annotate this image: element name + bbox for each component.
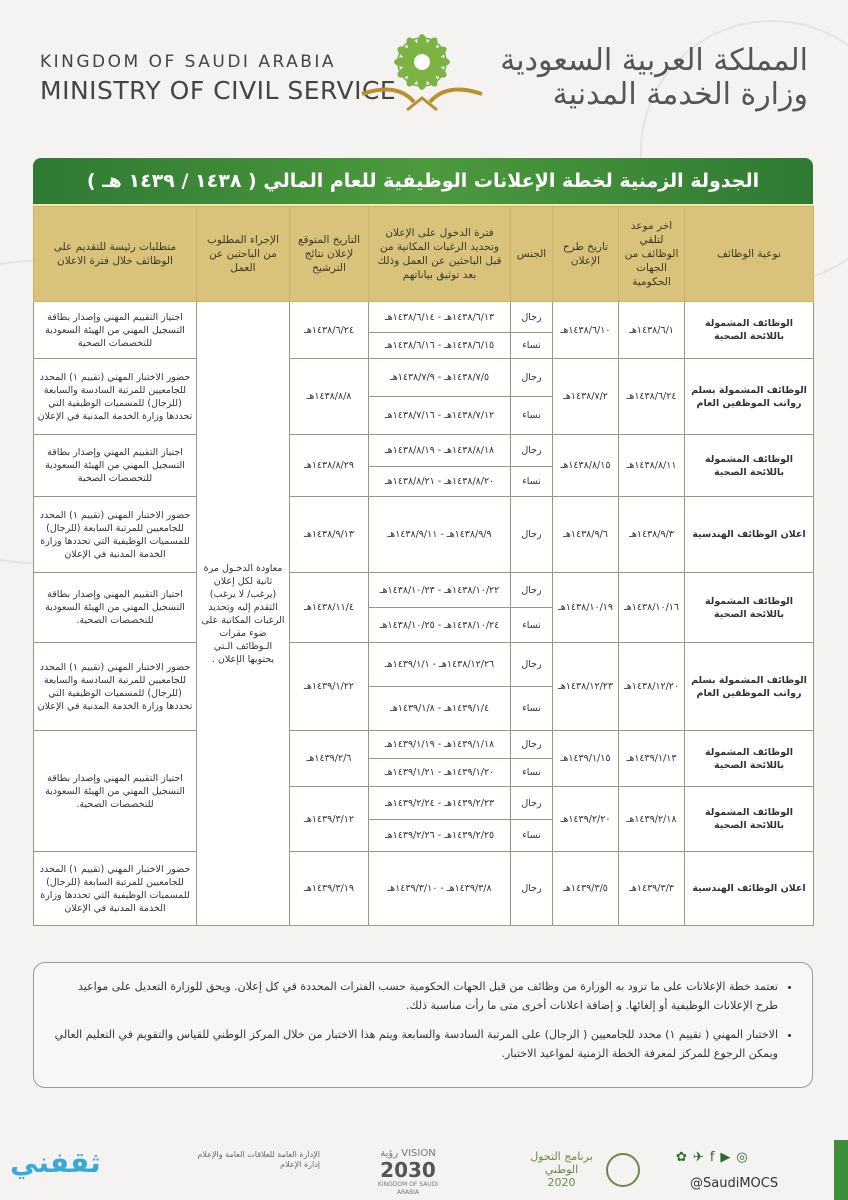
col-job-type: نوعية الوظائف	[685, 207, 814, 302]
result-date-cell: ١٤٣٩/٣/١٩هـ	[290, 852, 369, 926]
last-date-cell: ١٤٣٩/١/١٣هـ	[619, 731, 685, 787]
job-type-cell: الوظائف المشمولة باللائحة الصحية	[685, 731, 814, 787]
table-row	[34, 573, 814, 608]
gender-cell: نساء	[511, 397, 553, 435]
page-title: الجدولة الزمنية لخطة الإعلانات الوظيفية للعام المالي ( ١٤٣٨ / ١٤٣٩ هـ )	[33, 158, 813, 207]
table-row	[34, 852, 814, 926]
instagram-icon[interactable]: ◎	[736, 1150, 754, 1165]
entry-period-cell: ١٤٣٨/١٠/٢٢هـ - ١٤٣٨/١٠/٢٣هـ	[369, 573, 511, 608]
en-ministry-line: MINISTRY OF CIVIL SERVICE	[40, 76, 397, 105]
last-date-cell: ١٤٣٨/٩/٣هـ	[619, 497, 685, 573]
result-date-cell: ١٤٣٩/٢/٦هـ	[290, 731, 369, 787]
requirements-cell: حضور الاختبار المهني (تقييم ١) المحدد للجامعيين للمرتبة السادسة والسابعة (للرجال) للمسميات الوظيفية التي تحددها وزارة الخدمة المدنية في الإعلان	[34, 643, 197, 731]
job-type-cell: الوظائف المشمولة بسلم رواتب الموظفين العام	[685, 643, 814, 731]
gender-cell: رجال	[511, 359, 553, 397]
vision-ar-label: رؤية	[380, 1148, 399, 1159]
gender-cell: نساء	[511, 467, 553, 497]
entry-period-cell: ١٤٣٩/٣/٨هـ - ١٤٣٩/٣/١٠هـ	[369, 852, 511, 926]
requirements-cell: اجتياز التقييم المهني وإصدار بطاقة التسجيل المهني من الهيئة السعودية للتخصصات الصحية	[34, 302, 197, 359]
table-row	[34, 359, 814, 397]
result-date-cell: ١٤٣٩/٣/١٢هـ	[290, 787, 369, 852]
entry-period-cell: ١٤٣٩/٢/٢٥هـ - ١٤٣٩/٢/٢٦هـ	[369, 820, 511, 852]
job-type-cell: اعلان الوظائف الهندسية	[685, 497, 814, 573]
entry-period-cell: ١٤٣٨/٨/١٨هـ - ١٤٣٨/٨/١٩هـ	[369, 435, 511, 467]
green-strip	[834, 1140, 848, 1200]
result-date-cell: ١٤٣٨/٦/٢٤هـ	[290, 302, 369, 359]
job-type-cell: الوظائف المشمولة بسلم رواتب الموظفين العام	[685, 359, 814, 435]
note-item: • تعتمد خطة الإعلانات على ما تزود به الوزارة من وظائف من قبل الجهات الحكومية حسب الفترات المحددة في كل إعلان. ويحق للوزارة التعديل على مواعيد طرح الإعلانات الوظيفية أو إلغائها. و إضافة اعلانات أخرى متى ما رأت مناسبة ذلك.	[54, 977, 778, 1015]
last-date-cell: ١٤٣٨/٦/١هـ	[619, 302, 685, 359]
announce-date-cell: ١٤٣٨/١٠/١٩هـ	[553, 573, 619, 643]
thaqafni-brand: ثقفني	[10, 1146, 101, 1179]
requirements-cell: اجتياز التقييم المهني وإصدار بطاقة التسجيل المهني من الهيئة السعودية للتخصصات الصحية.	[34, 573, 197, 643]
announce-date-cell: ١٤٣٨/٩/٦هـ	[553, 497, 619, 573]
requirements-cell: حضور الاختبار المهني (تقييم ١) المحدد للجامعيين للمرتبة السادسة والسابعة (للرجال) للمسميات الوظيفية التي تحددها وزارة الخدمة المدنية في الإعلان	[34, 359, 197, 435]
last-date-cell: ١٤٣٨/٨/١١هـ	[619, 435, 685, 497]
page-footer	[0, 1140, 848, 1200]
col-result-date: التاريخ المتوقع لإعلان نتائج الترشيح	[290, 207, 369, 302]
announce-date-cell: ١٤٣٨/٧/٢هـ	[553, 359, 619, 435]
ntp-2020-logo	[500, 1150, 640, 1196]
facebook-icon[interactable]: f	[709, 1150, 721, 1165]
gender-cell: رجال	[511, 497, 553, 573]
announce-date-cell: ١٤٣٩/٣/٥هـ	[553, 852, 619, 926]
entry-period-cell: ١٤٣٨/٧/١٢هـ - ١٤٣٨/٧/١٦هـ	[369, 397, 511, 435]
gender-cell: رجال	[511, 643, 553, 687]
entry-period-cell: ١٤٣٨/٨/٢٠هـ - ١٤٣٨/٨/٢١هـ	[369, 467, 511, 497]
vision-year: 2030	[380, 1158, 436, 1182]
ntp-emblem-icon	[606, 1153, 640, 1187]
entry-period-cell: ١٤٣٨/٧/٥هـ - ١٤٣٨/٧/٩هـ	[369, 359, 511, 397]
gender-cell: رجال	[511, 435, 553, 467]
entry-period-cell: ١٤٣٩/١/٤هـ - ١٤٣٩/١/٨هـ	[369, 687, 511, 731]
job-type-cell: الوظائف المشمولة باللائحة الصحية	[685, 787, 814, 852]
gender-cell: رجال	[511, 787, 553, 820]
media-department-label: الإدارة العامة للعلاقات العامة والإعلام إدارة الإعلام	[197, 1150, 320, 1169]
last-date-cell: ١٤٣٩/٣/٣هـ	[619, 852, 685, 926]
gender-cell: رجال	[511, 731, 553, 759]
announce-date-cell: ١٤٣٨/٨/١٥هـ	[553, 435, 619, 497]
entry-period-cell: ١٤٣٨/٩/٩هـ - ١٤٣٨/٩/١١هـ	[369, 497, 511, 573]
entry-period-cell: ١٤٣٩/١/١٨هـ - ١٤٣٩/١/١٩هـ	[369, 731, 511, 759]
announce-date-cell: ١٤٣٨/١٢/٢٣هـ	[553, 643, 619, 731]
entry-period-cell: ١٤٣٨/١٠/٢٤هـ - ١٤٣٨/١٠/٢٥هـ	[369, 608, 511, 643]
ar-kingdom-line: المملكة العربية السعودية	[500, 43, 808, 78]
vision-sub: KINGDOM OF SAUDI ARABIA	[377, 1181, 439, 1196]
snapchat-icon[interactable]: ✿	[676, 1150, 693, 1165]
announce-date-cell: ١٤٣٨/٦/١٠هـ	[553, 302, 619, 359]
entry-period-cell: ١٤٣٨/٦/١٣هـ - ١٤٣٨/٦/١٤هـ	[369, 302, 511, 333]
col-gender: الجنس	[511, 207, 553, 302]
social-icons	[676, 1150, 754, 1165]
schedule-table	[33, 206, 814, 926]
vision-2030-logo	[368, 1148, 448, 1196]
ntp-name: برنامج التحول الوطني	[530, 1150, 593, 1176]
table-row	[34, 435, 814, 467]
gender-cell: نساء	[511, 759, 553, 787]
table-row	[34, 731, 814, 759]
english-org-name	[40, 52, 396, 105]
gender-cell: نساء	[511, 608, 553, 643]
vision-label: VISION	[401, 1148, 436, 1159]
social-handle: @SaudiMOCS	[690, 1176, 779, 1191]
notes-box	[33, 962, 813, 1088]
table-header-row	[34, 207, 814, 302]
announce-date-cell: ١٤٣٩/٢/٢٠هـ	[553, 787, 619, 852]
ntp-year: 2020	[547, 1176, 576, 1189]
col-entry-period: فترة الدخول على الإعلان وتحديد الرغبات المكانية من قبل الباحثين عن العمل وذلك بعد توثيق بياناتهم	[369, 207, 511, 302]
gender-cell: نساء	[511, 820, 553, 852]
gender-cell: رجال	[511, 302, 553, 333]
table-row	[34, 302, 814, 333]
col-action: الإجراء المطلوب من الباحثين عن العمل	[197, 207, 290, 302]
result-date-cell: ١٤٣٩/١/٢٢هـ	[290, 643, 369, 731]
job-type-cell: اعلان الوظائف الهندسية	[685, 852, 814, 926]
en-kingdom-line: KINGDOM OF SAUDI ARABIA	[40, 52, 337, 72]
entry-period-cell: ١٤٣٩/٢/٢٣هـ - ١٤٣٩/٢/٢٤هـ	[369, 787, 511, 820]
announce-date-cell: ١٤٣٩/١/١٥هـ	[553, 731, 619, 787]
note-item: • الاختبار المهني ( تقييم ١) محدد للجامعيين ( الرجال) على المرتبة السادسة والسابعة ويتم هذا الاختبار من خلال المركز الوطني للقياس والتقويم في التعليم العالي ويمكن الرجوع للمركز لمعرفة الخطة الزمنية لمواعيد الاختبار.	[54, 1025, 778, 1063]
col-requirements: متطلبات رئيسة للتقديم على الوظائف خلال فترة الاعلان	[34, 207, 197, 302]
ministry-logo	[352, 22, 492, 117]
result-date-cell: ١٤٣٨/٨/٢٩هـ	[290, 435, 369, 497]
requirements-cell: حضور الاختبار المهني (تقييم ١) المحدد للجامعيين للمرتبة السابعة (للرجال) للمسميات الوظيفية التي تحددها وزارة الخدمة المدنية في الإعلان	[34, 497, 197, 573]
table-row	[34, 497, 814, 573]
thaqafni-logo	[10, 1146, 101, 1179]
col-last-date: اخر موعد لتلقي الوظائف من الجهات الحكومية	[619, 207, 685, 302]
requirements-cell: اجتياز التقييم المهني وإصدار بطاقة التسجيل المهني من الهيئة السعودية للتخصصات الصحية.	[34, 731, 197, 852]
gender-cell: رجال	[511, 573, 553, 608]
arabic-org-name	[500, 44, 808, 112]
table-row	[34, 643, 814, 687]
last-date-cell: ١٤٣٩/٢/١٨هـ	[619, 787, 685, 852]
requirements-cell: اجتياز التقييم المهني وإصدار بطاقة التسجيل المهني من الهيئة السعودية للتخصصات الصحية	[34, 435, 197, 497]
result-date-cell: ١٤٣٨/١١/٤هـ	[290, 573, 369, 643]
entry-period-cell: ١٤٣٨/٦/١٥هـ - ١٤٣٨/٦/١٦هـ	[369, 333, 511, 359]
page-header	[0, 0, 848, 150]
last-date-cell: ١٤٣٨/١٢/٢٠هـ	[619, 643, 685, 731]
job-type-cell: الوظائف المشمولة باللائحة الصحية	[685, 302, 814, 359]
youtube-icon[interactable]: ▶	[720, 1150, 737, 1165]
job-type-cell: الوظائف المشمولة باللائحة الصحية	[685, 573, 814, 643]
twitter-icon[interactable]: ✈	[692, 1150, 710, 1165]
gender-cell: نساء	[511, 333, 553, 359]
entry-period-cell: ١٤٣٩/١/٢٠هـ - ١٤٣٩/١/٢١هـ	[369, 759, 511, 787]
last-date-cell: ١٤٣٨/٦/٢٤هـ	[619, 359, 685, 435]
col-announce-date: تاريخ طرح الإعلان	[553, 207, 619, 302]
gender-cell: نساء	[511, 687, 553, 731]
action-cell: معاودة الدخـول مرة ثانية لكل إعلان (يرغب/ لا يرغب) التقدم إليه وتحديد الرغبات المكانية على ضوء مقرات الـوظائف الـتي يحتويها الإعلان .	[197, 302, 290, 926]
result-date-cell: ١٤٣٨/٩/١٣هـ	[290, 497, 369, 573]
result-date-cell: ١٤٣٨/٨/٨هـ	[290, 359, 369, 435]
job-type-cell: الوظائف المشمولة باللائحة الصحية	[685, 435, 814, 497]
ar-ministry-line: وزارة الخدمة المدنية	[552, 77, 808, 112]
entry-period-cell: ١٤٣٨/١٢/٢٦هـ - ١٤٣٩/١/١هـ	[369, 643, 511, 687]
requirements-cell: حضور الاختبار المهني (تقييم ١) المحدد للجامعيين للمرتبة السابعة (للرجال) للمسميات الوظيفية التي تحددها وزارة الخدمة المدنية في الإعلان	[34, 852, 197, 926]
last-date-cell: ١٤٣٨/١٠/١٦هـ	[619, 573, 685, 643]
gender-cell: رجال	[511, 852, 553, 926]
